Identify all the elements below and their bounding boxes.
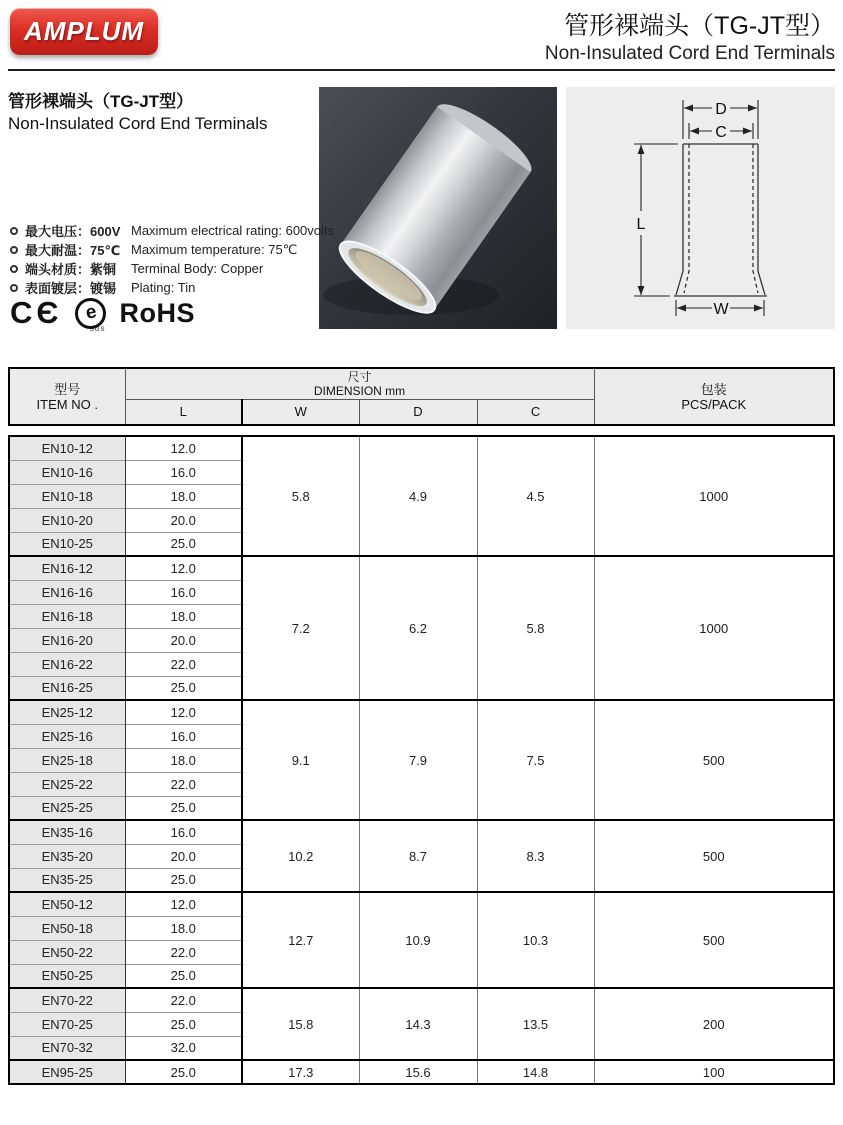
pack-cell: 200 — [594, 988, 834, 1060]
dim-l-cell: 12.0 — [125, 892, 242, 916]
amplum-logo: AMPLUM — [10, 8, 158, 55]
item-no-cell: EN16-22 — [9, 652, 125, 676]
item-no-cell: EN35-25 — [9, 868, 125, 892]
product-photo-image — [319, 87, 557, 329]
dim-l-cell: 12.0 — [125, 556, 242, 580]
dim-l-cell: 20.0 — [125, 508, 242, 532]
dim-l-cell: 12.0 — [125, 436, 242, 460]
dim-l-cell: 22.0 — [125, 988, 242, 1012]
dim-c-cell: 10.3 — [477, 892, 594, 988]
spec-table-section — [8, 367, 835, 1085]
dim-d-cell: 7.9 — [359, 700, 477, 820]
e-mark-icon: e SGS — [75, 298, 106, 329]
table-row — [9, 820, 834, 844]
spec-label-zh: 最大耐温：75℃ — [25, 243, 121, 258]
item-no-cell: EN16-18 — [9, 604, 125, 628]
item-no-cell: EN10-25 — [9, 532, 125, 556]
dim-w-cell: 9.1 — [242, 700, 359, 820]
dim-l-cell: 16.0 — [125, 724, 242, 748]
dim-c-cell: 14.8 — [477, 1060, 594, 1084]
item-no-cell: EN25-16 — [9, 724, 125, 748]
dim-l-cell: 20.0 — [125, 844, 242, 868]
pack-cell: 100 — [594, 1060, 834, 1084]
dim-label-l: L — [636, 216, 646, 233]
ring-bullet-icon — [10, 227, 18, 235]
dim-l-cell: 16.0 — [125, 460, 242, 484]
page-header — [0, 0, 843, 62]
item-no-cell: EN16-12 — [9, 556, 125, 580]
col-header-l: L — [125, 399, 242, 425]
dim-w-cell: 12.7 — [242, 892, 359, 988]
pack-cell: 1000 — [594, 556, 834, 700]
spec-label-en: Plating: Tin — [131, 280, 196, 295]
spec-label-en: Maximum electrical rating: 600volts — [131, 223, 335, 238]
ce-mark-icon: CЄ — [10, 295, 63, 330]
dim-c-cell: 7.5 — [477, 700, 594, 820]
spec-list — [8, 221, 335, 297]
dim-l-cell: 22.0 — [125, 652, 242, 676]
rohs-label: RoHS — [119, 297, 195, 328]
dim-l-cell: 18.0 — [125, 484, 242, 508]
col-header-dimension: 尺寸 DIMENSION mm — [125, 368, 594, 399]
dim-l-cell: 12.0 — [125, 700, 242, 724]
dim-w-cell: 17.3 — [242, 1060, 359, 1084]
dim-l-cell: 32.0 — [125, 1036, 242, 1060]
product-title-en: Non-Insulated Cord End Terminals — [8, 114, 268, 133]
dim-d-cell: 14.3 — [359, 988, 477, 1060]
dim-l-cell: 25.0 — [125, 964, 242, 988]
dim-l-cell: 18.0 — [125, 916, 242, 940]
dimension-diagram — [566, 87, 835, 329]
product-photo — [319, 87, 557, 329]
item-no-cell: EN16-20 — [9, 628, 125, 652]
item-no-cell: EN10-18 — [9, 484, 125, 508]
dim-l-cell: 25.0 — [125, 796, 242, 820]
table-row — [9, 892, 834, 916]
dim-l-cell: 16.0 — [125, 820, 242, 844]
item-no-cell: EN16-16 — [9, 580, 125, 604]
certification-row — [10, 295, 195, 331]
spec-table-body — [8, 435, 835, 1085]
item-no-cell: EN10-12 — [9, 436, 125, 460]
header-divider — [8, 69, 835, 71]
dim-c-cell: 5.8 — [477, 556, 594, 700]
item-no-cell: EN25-12 — [9, 700, 125, 724]
spec-table-header — [8, 367, 835, 426]
dim-l-cell: 25.0 — [125, 868, 242, 892]
dim-d-cell: 8.7 — [359, 820, 477, 892]
col-header-w: W — [242, 399, 359, 425]
dim-l-cell: 18.0 — [125, 748, 242, 772]
spec-label-zh: 表面镀层：镀锡 — [25, 281, 117, 296]
dim-l-cell: 20.0 — [125, 628, 242, 652]
table-row — [9, 988, 834, 1012]
item-no-cell: EN50-22 — [9, 940, 125, 964]
dim-label-d: D — [715, 101, 727, 118]
item-no-cell: EN35-20 — [9, 844, 125, 868]
dim-c-cell: 4.5 — [477, 436, 594, 556]
dim-l-cell: 16.0 — [125, 580, 242, 604]
dim-d-cell: 4.9 — [359, 436, 477, 556]
item-no-cell: EN95-25 — [9, 1060, 125, 1084]
product-section — [8, 87, 835, 333]
dim-l-cell: 22.0 — [125, 772, 242, 796]
product-title-zh: 管形裸端头（TG-JT型） — [8, 92, 194, 111]
dim-l-cell: 25.0 — [125, 676, 242, 700]
dim-w-cell: 5.8 — [242, 436, 359, 556]
item-no-cell: EN70-32 — [9, 1036, 125, 1060]
col-header-d: D — [359, 399, 477, 425]
dim-d-cell: 15.6 — [359, 1060, 477, 1084]
dim-w-cell: 15.8 — [242, 988, 359, 1060]
item-no-cell: EN10-20 — [9, 508, 125, 532]
page-title-block — [545, 8, 835, 65]
table-row — [9, 1060, 834, 1084]
item-no-cell: EN50-18 — [9, 916, 125, 940]
item-no-cell: EN16-25 — [9, 676, 125, 700]
dim-l-cell: 25.0 — [125, 1012, 242, 1036]
item-no-cell: EN70-22 — [9, 988, 125, 1012]
dim-l-cell: 25.0 — [125, 1060, 242, 1084]
item-no-cell: EN70-25 — [9, 1012, 125, 1036]
table-row — [9, 700, 834, 724]
ring-bullet-icon — [10, 246, 18, 254]
spec-label-en: Maximum temperature: 75℃ — [131, 241, 298, 257]
col-header-c: C — [477, 399, 594, 425]
spec-item — [8, 221, 335, 240]
page-title-zh: 管形裸端头（TG-JT型） — [564, 12, 835, 40]
item-no-cell: EN35-16 — [9, 820, 125, 844]
dim-d-cell: 10.9 — [359, 892, 477, 988]
spec-label-en: Terminal Body: Copper — [131, 261, 264, 276]
dim-c-cell: 13.5 — [477, 988, 594, 1060]
spec-label-zh: 端头材质：紫铜 — [25, 262, 117, 277]
dim-label-w: W — [713, 301, 729, 318]
item-no-cell: EN25-18 — [9, 748, 125, 772]
col-header-pack: 包装 PCS/PACK — [594, 368, 834, 425]
item-no-cell: EN50-12 — [9, 892, 125, 916]
spec-item — [8, 240, 310, 259]
item-no-cell: EN25-25 — [9, 796, 125, 820]
table-row — [9, 556, 834, 580]
spec-item — [8, 259, 310, 278]
pack-cell: 500 — [594, 820, 834, 892]
dim-c-cell: 8.3 — [477, 820, 594, 892]
dim-l-cell: 18.0 — [125, 604, 242, 628]
ring-bullet-icon — [10, 265, 18, 273]
item-no-cell: EN50-25 — [9, 964, 125, 988]
product-info — [8, 87, 335, 333]
dim-l-cell: 25.0 — [125, 532, 242, 556]
item-no-cell: EN10-16 — [9, 460, 125, 484]
pack-cell: 500 — [594, 892, 834, 988]
spec-label-zh: 最大电压：600V — [25, 224, 121, 239]
ring-bullet-icon — [10, 284, 18, 292]
item-no-cell: EN25-22 — [9, 772, 125, 796]
dim-w-cell: 7.2 — [242, 556, 359, 700]
dimension-drawing — [566, 87, 835, 329]
pack-cell: 1000 — [594, 436, 834, 556]
dim-w-cell: 10.2 — [242, 820, 359, 892]
dim-l-cell: 22.0 — [125, 940, 242, 964]
col-header-item-no: 型号 ITEM NO . — [9, 368, 125, 425]
dim-label-c: C — [715, 124, 727, 141]
dim-d-cell: 6.2 — [359, 556, 477, 700]
page-title-en: Non-Insulated Cord End Terminals — [544, 42, 835, 64]
pack-cell: 500 — [594, 700, 834, 820]
table-row — [9, 436, 834, 460]
